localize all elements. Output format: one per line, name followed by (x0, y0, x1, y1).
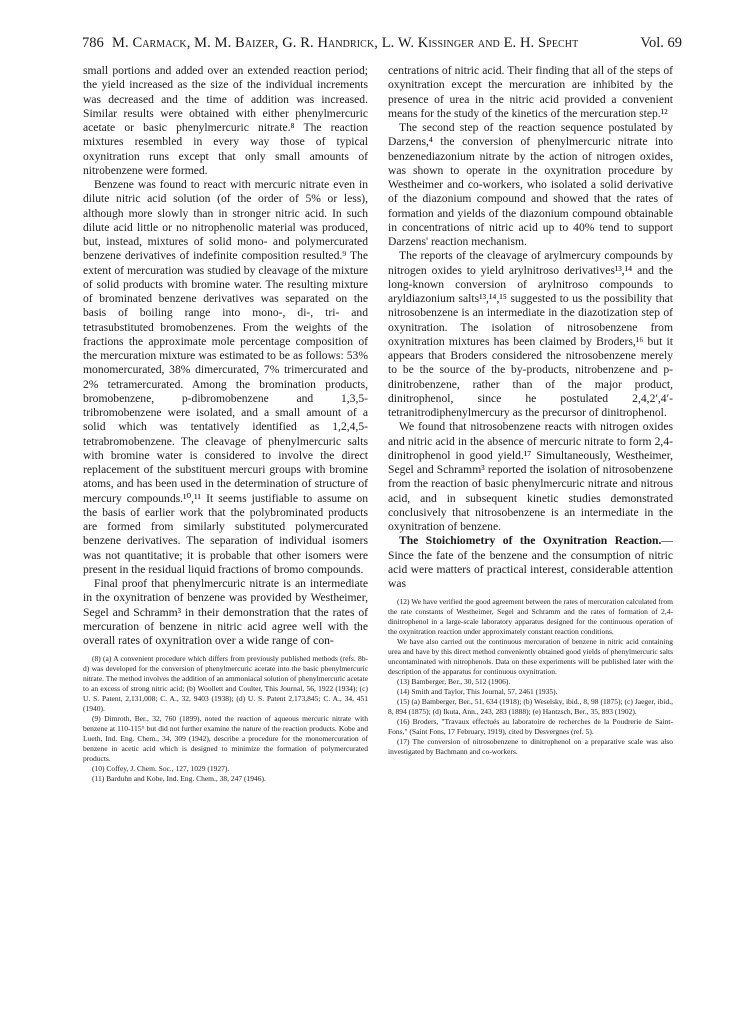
body-paragraph: small portions and added over an extended reaction period; the yield increased as the size of the individual increments was decreased and the time of addition was increased. Similar results were obtained with either phenylmercuric acetate or basic phenylmercuric nitrate.⁸ The reaction mixtures resembled in every way those of typical oxynitration runs except that only small amounts of nitrobenzene were formed. (83, 64, 368, 177)
footnote-9: (9) Dimroth, Ber., 32, 760 (1899), noted the reaction of aqueous mercuric nitrate with benzene at 110-115° but did not further examine the nature of the reaction products. Kobe and Lueth, Ind. Eng. Chem., 34, 309 (1942), describe a procedure for the monomercuration of benzene in acetic acid which is designed to minimize the formation of polymercurated products. (83, 713, 368, 763)
body-paragraph: The reports of the cleavage of arylmercury compounds by nitrogen oxides to yield arylnitroso derivatives¹³,¹⁴ and the long-known conversion of arylnitroso compounds to aryldiazonium salts¹³,¹⁴,¹⁵ suggested to us the possibility that nitrosobenzene is an intermediate in the diazotization step of oxynitration. The isolation of nitrosobenzene from oxynitration mixtures has been claimed by Broders,¹⁶ but it appears that Broders considered the nitrosobenzene merely to be the source of the by-products, nitrobenzene and p-dinitrobenzene, rather than of the major product, dinitrophenol, since he postulated 2,4,2′,4′-tetranitrodiphenylmercury as the precursor of dinitrophenol. (388, 249, 673, 419)
left-body (83, 64, 368, 648)
section-text: —Since the fate of the benzene and the consumption of nitric acid were matters of practical interest, considerable attention was (388, 534, 673, 590)
volume-label: Vol. 69 (640, 35, 682, 51)
body-paragraph: centrations of nitric acid. Their finding that all of the steps of oxynitration except the mercuration are inhibited by the presence of urea in the nitric acid provided a convenient means for the study of the kinetics of the mercuration step.¹² (388, 64, 673, 120)
footnote-15: (15) (a) Bamberger, Ber., 51, 634 (1918); (b) Weselsky, ibid., 8, 98 (1875); (c) Jaeger, ibid., 8, 894 (1875); (d) Ikuta, Ann., 243, 283 (1888); (e) Hantzsch, Ber., 35, 893 (1902). (388, 696, 673, 716)
footnote-13: (13) Bamberger, Ber., 30, 512 (1906). (397, 676, 511, 686)
section-paragraph (388, 534, 673, 591)
footnote-17: (17) The conversion of nitrosobenzene to dinitrophenol on a preparative scale was also investigated by Bachmann and co-workers. (388, 736, 673, 756)
right-footnotes (388, 597, 673, 756)
footnote-16: (16) Broders, "Travaux effectués au laboratoire de recherches de la Poudrerie de Saint-Fons," (Saint Fons, 17 February, 1919), cited by Desvergnes (ref. 5). (388, 716, 673, 736)
footnote-12: (12) We have verified the good agreement between the rates of mercuration calculated from the rate constants of Westheimer, Segel and Schramm and the rates of formation of 2,4-dinitrophenol in a large-scale laboratory apparatus designed for the continuous operation of the oxynitration reaction under approximately constant reaction conditions. (388, 597, 673, 637)
left-column (83, 64, 368, 784)
right-column (388, 64, 673, 757)
section-heading: The Stoichiometry of the Oxynitration Reaction. (399, 534, 662, 548)
body-paragraph: Final proof that phenylmercuric nitrate is an intermediate in the oxynitration of benzene was provided by Westheimer, Segel and Schramm³ in their demonstration that the rates of mercuration of benzene in nitric acid agree well with the overall rates of oxynitration over a wide range of con- (83, 577, 368, 647)
body-paragraph: The second step of the reaction sequence postulated by Darzens,⁴ the conversion of phenylmercuric nitrate into benzenediazonium nitrate by the action of nitrogen oxides, was shown to operate in the oxynitration procedure by Westheimer and co-workers, who isolated a solid derivative of the diazonium compound and showed that the rates of formation and yields of the diazonium compound obtainable in concentrations of nitric acid up to 40% tend to support Darzens' reaction mechanism. (388, 121, 673, 248)
page-number: 786 (82, 35, 104, 51)
left-footnotes (83, 654, 368, 783)
body-paragraph: Benzene was found to react with mercuric nitrate even in dilute nitric acid solution (of the order of 5% or less), although more slowly than in stronger nitric acid. In such dilute acid little or no nitrophenolic material was produced, but, instead, mixtures of solid mono- and polymercurated benzene derivatives of indefinite composition resulted.⁹ The extent of mercuration was studied by cleavage of the mixture of solid products with bromine water. The resulting mixture of brominated benzene derivatives was separated on the basis of boiling range into mono-, di-, tri- and tetrasubstituted bromobenzenes. From the weights of the fractions the approximate mole percentage composition of the mercuration mixture was estimated to be as follows: 53% monomercurated, 38% dimercurated, 7% trimercurated and 2% tetramercurated. Among the bromination products, bromobenzene, p-dibromobenzene and 1,3,5-tribromobenzene were isolated, and a small amount of a solid which was tentatively identified as 1,2,4,5-tetrabromobenzene. The cleavage of phenylmercuric salts with bromine water is considered to involve the direct replacement of the substituent mercuri groups with bromine atoms, and has been used in the determination of structure of mercury compounds.¹⁰,¹¹ It seems justifiable to assume on the basis of earlier work that the polybrominated products are formed from similarly substituted polymercurated benzene derivatives. The separation of individual isomers was not quantitative; it is probable that other isomers were present in the residual liquid fractions of bromo compounds. (83, 178, 368, 576)
footnote-10: (10) Coffey, J. Chem. Soc., 127, 1029 (1927). (92, 763, 230, 773)
right-body (388, 64, 673, 591)
footnote-14: (14) Smith and Taylor, This Journal, 57, 2461 (1935). (397, 686, 558, 696)
running-header (82, 35, 682, 55)
body-paragraph: We found that nitrosobenzene reacts with nitrogen oxides and nitric acid in the absence of mercuric nitrate to form 2,4-dinitrophenol in good yield.¹⁷ Simultaneously, Westheimer, Segel and Schramm³ reported the isolation of nitrosobenzene from the reaction of basic phenylmercuric nitrate and nitrous acid, and in subsequent kinetic studies demonstrated conclusively that nitrosobenzene is an intermediate in the oxynitration of benzene. (388, 420, 673, 533)
running-authors: M. Carmack, M. M. Baizer, G. R. Handrick, L. W. Kissinger and E. H. Specht (112, 35, 579, 51)
footnote-8: (8) (a) A convenient procedure which differs from previously published methods (refs. 8b-d) was developed for the conversion of phenylmercuric acetate into the basic phenylmercuric nitrate. The method involves the addition of an ammoniacal solution of phenylmercuric acetate to an excess of strong nitric acid; (b) Woollett and Coulter, This Journal, 56, 1922 (1934); (c) U. S. Patent, 2,131,008; C. A., 32, 9403 (1938); (d) U. S. Patent 2,173,845; C. A., 34, 451 (1940). (83, 654, 368, 714)
footnote-11: (11) Barduhn and Kobe, Ind. Eng. Chem., 38, 247 (1946). (92, 773, 266, 783)
footnote-12-continued: We have also carried out the continuous mercuration of benzene in nitric acid containing urea and have by this direct method conveniently obtained good yields of phenylmercuric salts uncontaminated with nitrophenols. Data on these experiments will be published later with the description of the apparatus for continuous oxynitration. (388, 637, 673, 676)
